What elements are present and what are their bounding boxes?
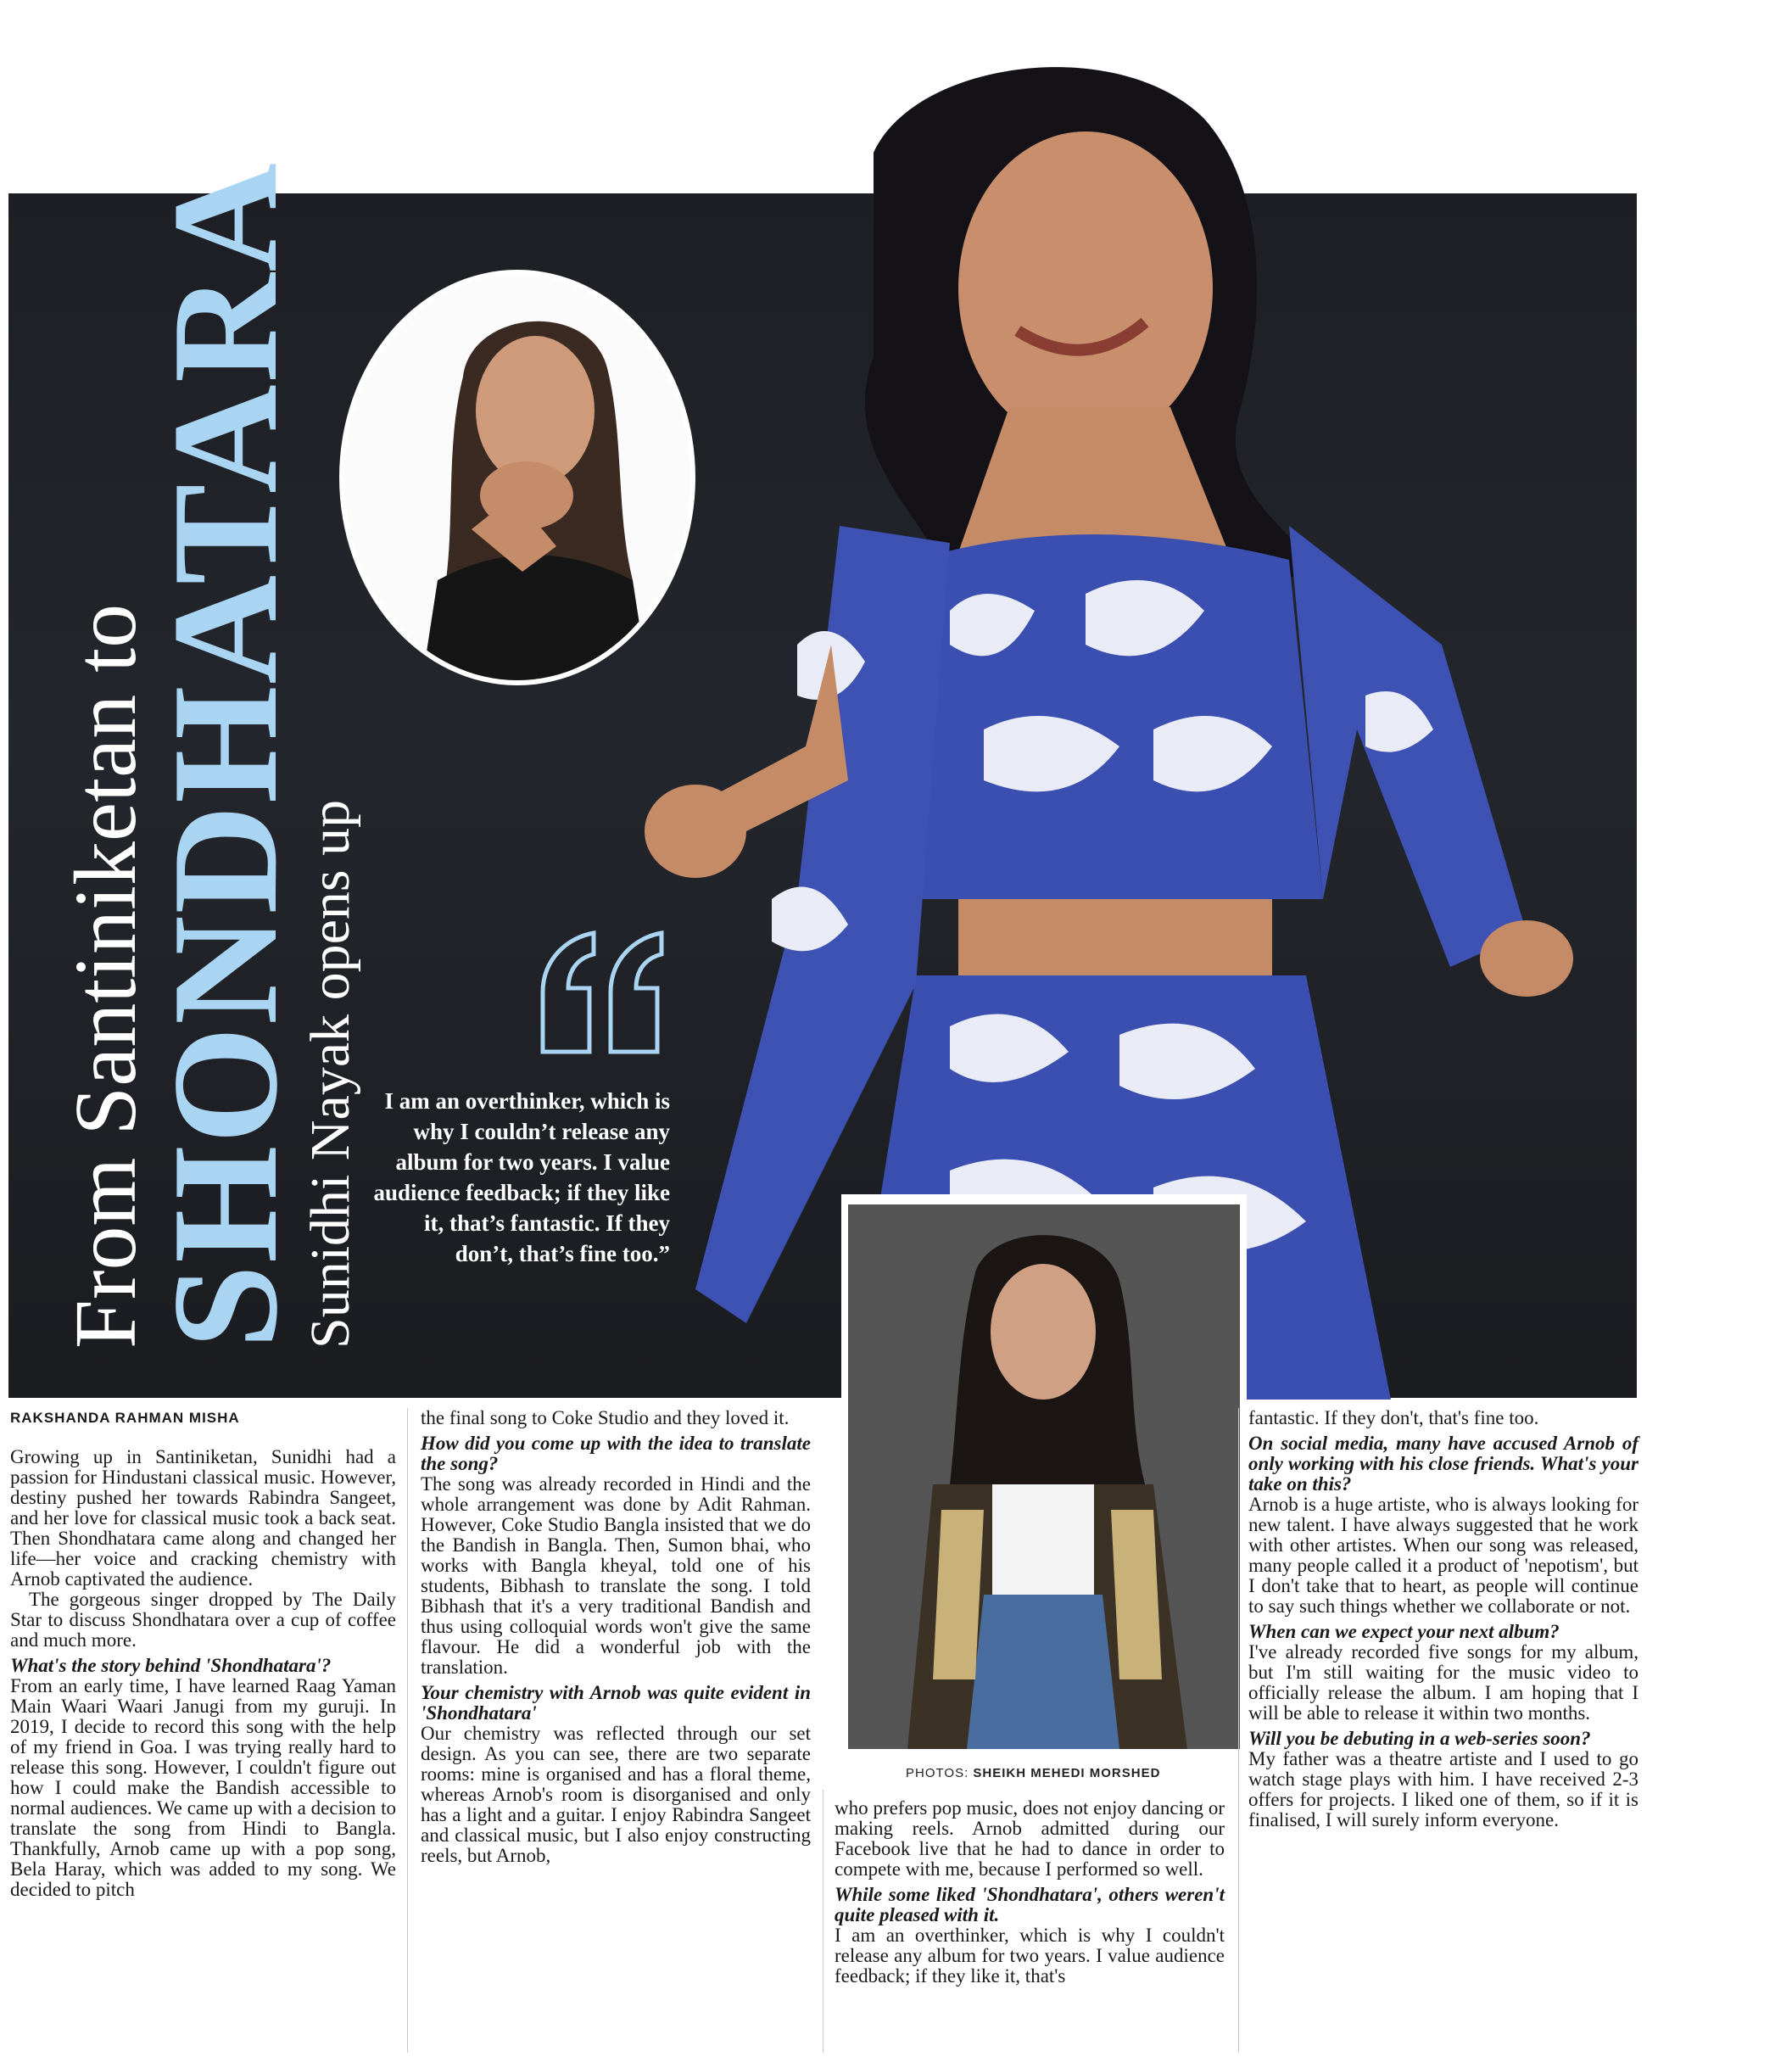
quote-mark-icon xyxy=(526,925,670,1060)
answer: From an early time, I have learned Raag Yaman Main Waari Waari Janugi from my guruji. In 2019, I decide to record this song with the help of my friend in Goa. I was trying really hard to release this song. However, I couldn't figure out how I could make the Bandish accessible to normal audiences. We came up with a decision to translate the song from Hindi to Bangla. Thankfully, Arnob came up with a pop song, Bela Haray, which was added to my song. We decided to pitch xyxy=(10,1675,396,1900)
photo-credit-label: PHOTOS: xyxy=(906,1766,969,1780)
answer: fantastic. If they don't, that's fine too. xyxy=(1248,1407,1539,1428)
question: Will you be debuting in a web-series soon? xyxy=(1248,1728,1591,1749)
paragraph: Growing up in Santiniketan, Sunidhi had a passion for Hindustani classical music. However, destiny pushed her towards Rabindra Sangeet, and her love for classical music took a back seat. Then Shondhatara came along and changed her life—her voice and cracking chemistry with Arnob captivated the audience. xyxy=(10,1446,396,1590)
answer: The song was already recorded in Hindi and the whole arrangement was done by Adit Rahman. However, Coke Studio Bangla insisted that we do the Bandish in Bangla. Then, Sumon bhai, who works with Bangla kheyal, told one of his students, Bibhash to translate the song. I told Bibhash that it's a very traditional Bandish and thus using colloquial words won't give the same flavour. He did a wonderful job with the translation. xyxy=(421,1473,811,1678)
column-rule xyxy=(1238,1408,1239,2053)
answer: Our chemistry was reflected through our set design. As you can see, there are two separate rooms: mine is organised and has a floral theme, whereas Arnob's room is disorganised and only has a light and a guitar. I enjoy Rabindra Sangeet and classical music, but I also enjoy constructing reels, but Arnob, xyxy=(421,1723,811,1866)
question: What's the story behind 'Shondhatara'? xyxy=(10,1655,332,1676)
answer: the final song to Coke Studio and they loved it. xyxy=(421,1407,790,1428)
photo-credit-name: SHEIKH MEHEDI MORSHED xyxy=(973,1766,1161,1780)
inset-portrait-photo xyxy=(848,1204,1240,1749)
circle-inset-photo xyxy=(339,270,695,685)
pull-quote: I am an overthinker, which is why I couldn’t release any album for two years. I value audience feedback; if they like it, that’s fantastic. If they don’t, that’s fine too.” xyxy=(373,1088,670,1266)
column-rule xyxy=(407,1408,408,2053)
paragraph: The gorgeous singer dropped by The Daily Star to discuss Shondhatara over a cup of coffee and much more. xyxy=(10,1589,396,1651)
answer: My father was a theatre artiste and I used to go watch stage plays with him. I have received 2-3 offers for projects. I liked one of them, so if it is finalised, I will surely inform everyone. xyxy=(1248,1748,1638,1830)
question: How did you come up with the idea to translate the song? xyxy=(421,1433,811,1474)
article-column-2 xyxy=(421,1408,811,1866)
answer: I've already recorded five songs for my album, but I'm still waiting for the music video to officially release the album. I am hoping that I will be able to release it within two months. xyxy=(1248,1641,1638,1724)
article-column-4 xyxy=(1248,1408,1638,1830)
subheadline: Sunidhi Nayak opens up xyxy=(299,799,361,1349)
question: While some liked 'Shondhatara', others weren't quite pleased with it. xyxy=(835,1884,1225,1925)
circle-portrait-illustration xyxy=(344,275,695,685)
photo-credit xyxy=(906,1766,1160,1780)
article-column-1 xyxy=(10,1408,396,1900)
headline-line1: From Santiniketan to xyxy=(57,603,154,1349)
inset-photo-frame xyxy=(841,1194,1247,1756)
question: On social media, many have accused Arnob of only working with his close friends. What's your take on this? xyxy=(1248,1433,1638,1495)
byline: RAKSHANDA RAHMAN MISHA xyxy=(10,1410,240,1426)
question: Your chemistry with Arnob was quite evident in 'Shondhatara' xyxy=(421,1682,811,1724)
article-column-3 xyxy=(835,1798,1225,1987)
headline-line2: SHONDHATARA xyxy=(141,161,309,1349)
headline-block xyxy=(59,161,365,1349)
question: When can we expect your next album? xyxy=(1248,1621,1560,1642)
answer: I am an overthinker, which is why I couldn't release any album for two years. I value audience feedback; if they like it, that's xyxy=(835,1925,1225,1987)
answer: Arnob is a huge artiste, who is always looking for new talent. I have always suggested that he work with other artistes. When our song was released, many people called it a product of 'nepotism', but I don't take that to heart, as people will continue to say such things whether we collaborate or not. xyxy=(1248,1494,1638,1617)
answer: who prefers pop music, does not enjoy dancing or making reels. Arnob admitted during our Facebook live that he had to dance in order to compete with me, because I performed so well. xyxy=(835,1797,1225,1880)
